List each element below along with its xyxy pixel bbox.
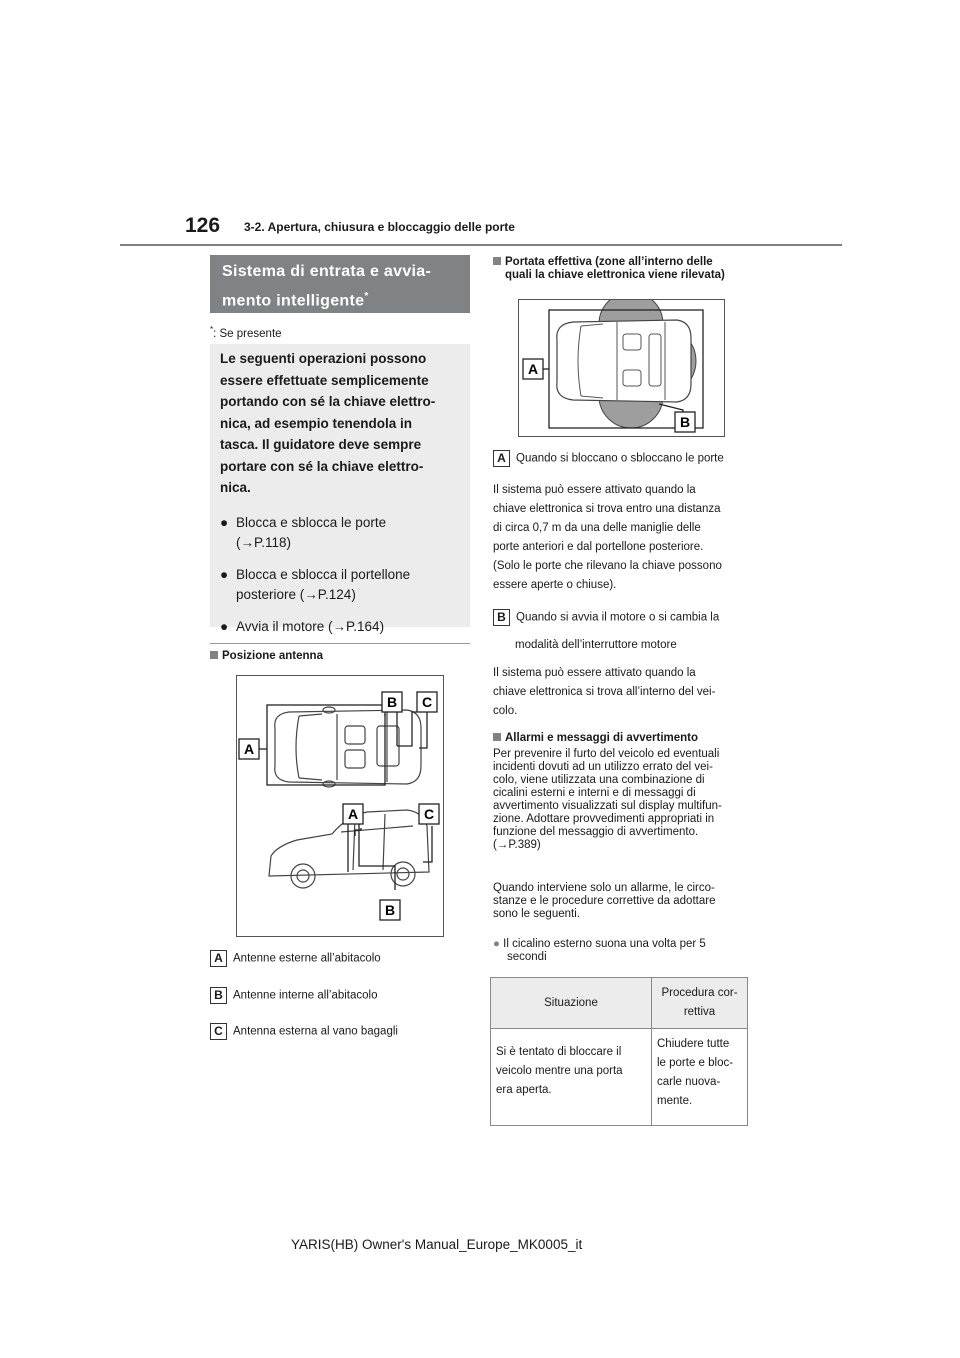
range-figure xyxy=(518,299,725,437)
range-a-description: Il sistema può essere attivato quando la chiave elettronica si trova entro una distanza di circa 0,7 m da una delle maniglie delle porte anteriori e dal portellone posteriore. (Solo le porte che rilevano la chiave possono essere aperte o chiuse). xyxy=(493,484,722,591)
range-b-title-cont: modalità dell’interruttore motore xyxy=(515,639,677,651)
feature-item-doors: ● Blocca e sblocca le porte (→P.118) xyxy=(220,514,387,550)
table-header-procedure: Procedura cor- rettiva xyxy=(652,978,748,1029)
heading-line-1: Sistema di entrata e avvia- xyxy=(222,263,432,280)
figure-label-b-side: B xyxy=(384,902,396,918)
table-header-row xyxy=(491,978,748,1029)
table-row xyxy=(491,1029,748,1126)
bullet-dot-icon: ● xyxy=(220,618,229,634)
antenna-diagram xyxy=(237,676,443,936)
square-bullet-icon xyxy=(493,257,501,265)
alarm-heading: Allarmi e messaggi di avvertimento xyxy=(493,732,698,745)
figure-label-c-side: C xyxy=(423,806,435,822)
legend-item-b: B Antenne interne all’abitacolo xyxy=(210,987,378,1004)
buzzer-item: ● Il cicalino esterno suona una volta per 5 secondi xyxy=(493,938,706,963)
page-reference[interactable]: Avvia il motore (→P.164) xyxy=(236,618,385,634)
figure-label-a-side: A xyxy=(347,806,359,822)
range-figure-label-a: A xyxy=(527,361,539,377)
section-heading-box xyxy=(210,255,470,313)
range-figure-label-b: B xyxy=(679,414,691,430)
square-bullet-icon xyxy=(210,651,218,659)
alarm-description-2: Quando interviene solo un allarme, le circo- stanze e le procedure correttive da adottare sono le seguenti. xyxy=(493,882,716,920)
legend-key-a: A xyxy=(210,950,227,967)
situation-table-wrap xyxy=(490,977,748,1126)
range-b-description: Il sistema può essere attivato quando la chiave elettronica si trova all’interno del vei- colo. xyxy=(493,667,716,717)
range-a-title: A Quando si bloccano o sbloccano le porte xyxy=(493,450,724,467)
bullet-dot-icon: ● xyxy=(220,514,229,530)
table-header-situation: Situazione xyxy=(491,978,652,1029)
range-b-title: B Quando si avvia il motore o si cambia la xyxy=(493,609,719,626)
page-reference[interactable]: (→P.118) xyxy=(236,534,292,550)
situation-table xyxy=(490,977,748,1126)
page-number: 126 xyxy=(185,214,221,237)
circle-bullet-icon: ● xyxy=(493,938,500,950)
legend-key-b: B xyxy=(210,987,227,1004)
antenna-heading: Posizione antenna xyxy=(210,650,323,663)
table-cell-procedure: Chiudere tutte le porte e bloc- carle nuova- mente. xyxy=(652,1029,748,1126)
legend-item-c: C Antenna esterna al vano bagagli xyxy=(210,1023,398,1040)
feature-item-tailgate: ● Blocca e sblocca il portellone posteriore (→P.124) xyxy=(220,566,411,602)
heading-asterisk: * xyxy=(364,291,369,302)
heading-line-2: mento intelligente* xyxy=(222,291,369,310)
antenna-location-figure xyxy=(236,675,444,937)
footnote-text: : Se presente xyxy=(213,327,282,340)
range-key-a: A xyxy=(493,450,510,467)
legend-item-a: A Antenne esterne all’abitacolo xyxy=(210,950,381,967)
figure-label-a-top: A xyxy=(243,741,255,757)
header-divider xyxy=(120,244,842,246)
page-reference[interactable]: (→P.389) xyxy=(493,839,541,851)
range-diagram xyxy=(519,300,724,436)
footnote xyxy=(210,325,282,340)
divider xyxy=(210,643,470,644)
figure-label-c-top: C xyxy=(421,694,433,710)
range-heading: Portata effettiva (zone all’interno delle quali la chiave elettronica viene rilevata) xyxy=(493,256,753,282)
section-title: 3-2. Apertura, chiusura e bloccaggio delle porte xyxy=(244,220,515,234)
intro-text: Le seguenti operazioni possono essere effettuate semplicemente portando con sé la chiave elettro- nica, ad esempio tenendola in tasca. Il guidatore deve sempre portare con sé la chiave elettro- nica. xyxy=(220,351,436,495)
footnote-asterisk: * xyxy=(210,325,214,334)
figure-label-b-top: B xyxy=(386,694,398,710)
legend-key-c: C xyxy=(210,1023,227,1040)
feature-item-engine xyxy=(220,617,460,637)
car-top-view-icon xyxy=(275,707,421,787)
intro-box xyxy=(210,344,470,634)
footer-manual-id: YARIS(HB) Owner's Manual_Europe_MK0005_it xyxy=(291,1237,583,1252)
table-cell-situation: Si è tentato di bloccare il veicolo mentre una porta era aperta. xyxy=(491,1029,652,1126)
bullet-dot-icon: ● xyxy=(220,566,229,582)
page-reference[interactable]: posteriore (→P.124) xyxy=(236,586,356,602)
alarm-description: Per prevenire il furto del veicolo ed eventuali incidenti dovuti ad un utilizzo errato del vei- colo, viene utilizzata una combinazione di cicalini esterni e interni e di messaggi di avvertimento visualizzati sul display multifun- zione. Adottare provvedimenti appropriati in funzione del messaggio di avvertimento. (→P.389) xyxy=(493,748,722,851)
range-key-b: B xyxy=(493,609,510,626)
square-bullet-icon xyxy=(493,733,501,741)
